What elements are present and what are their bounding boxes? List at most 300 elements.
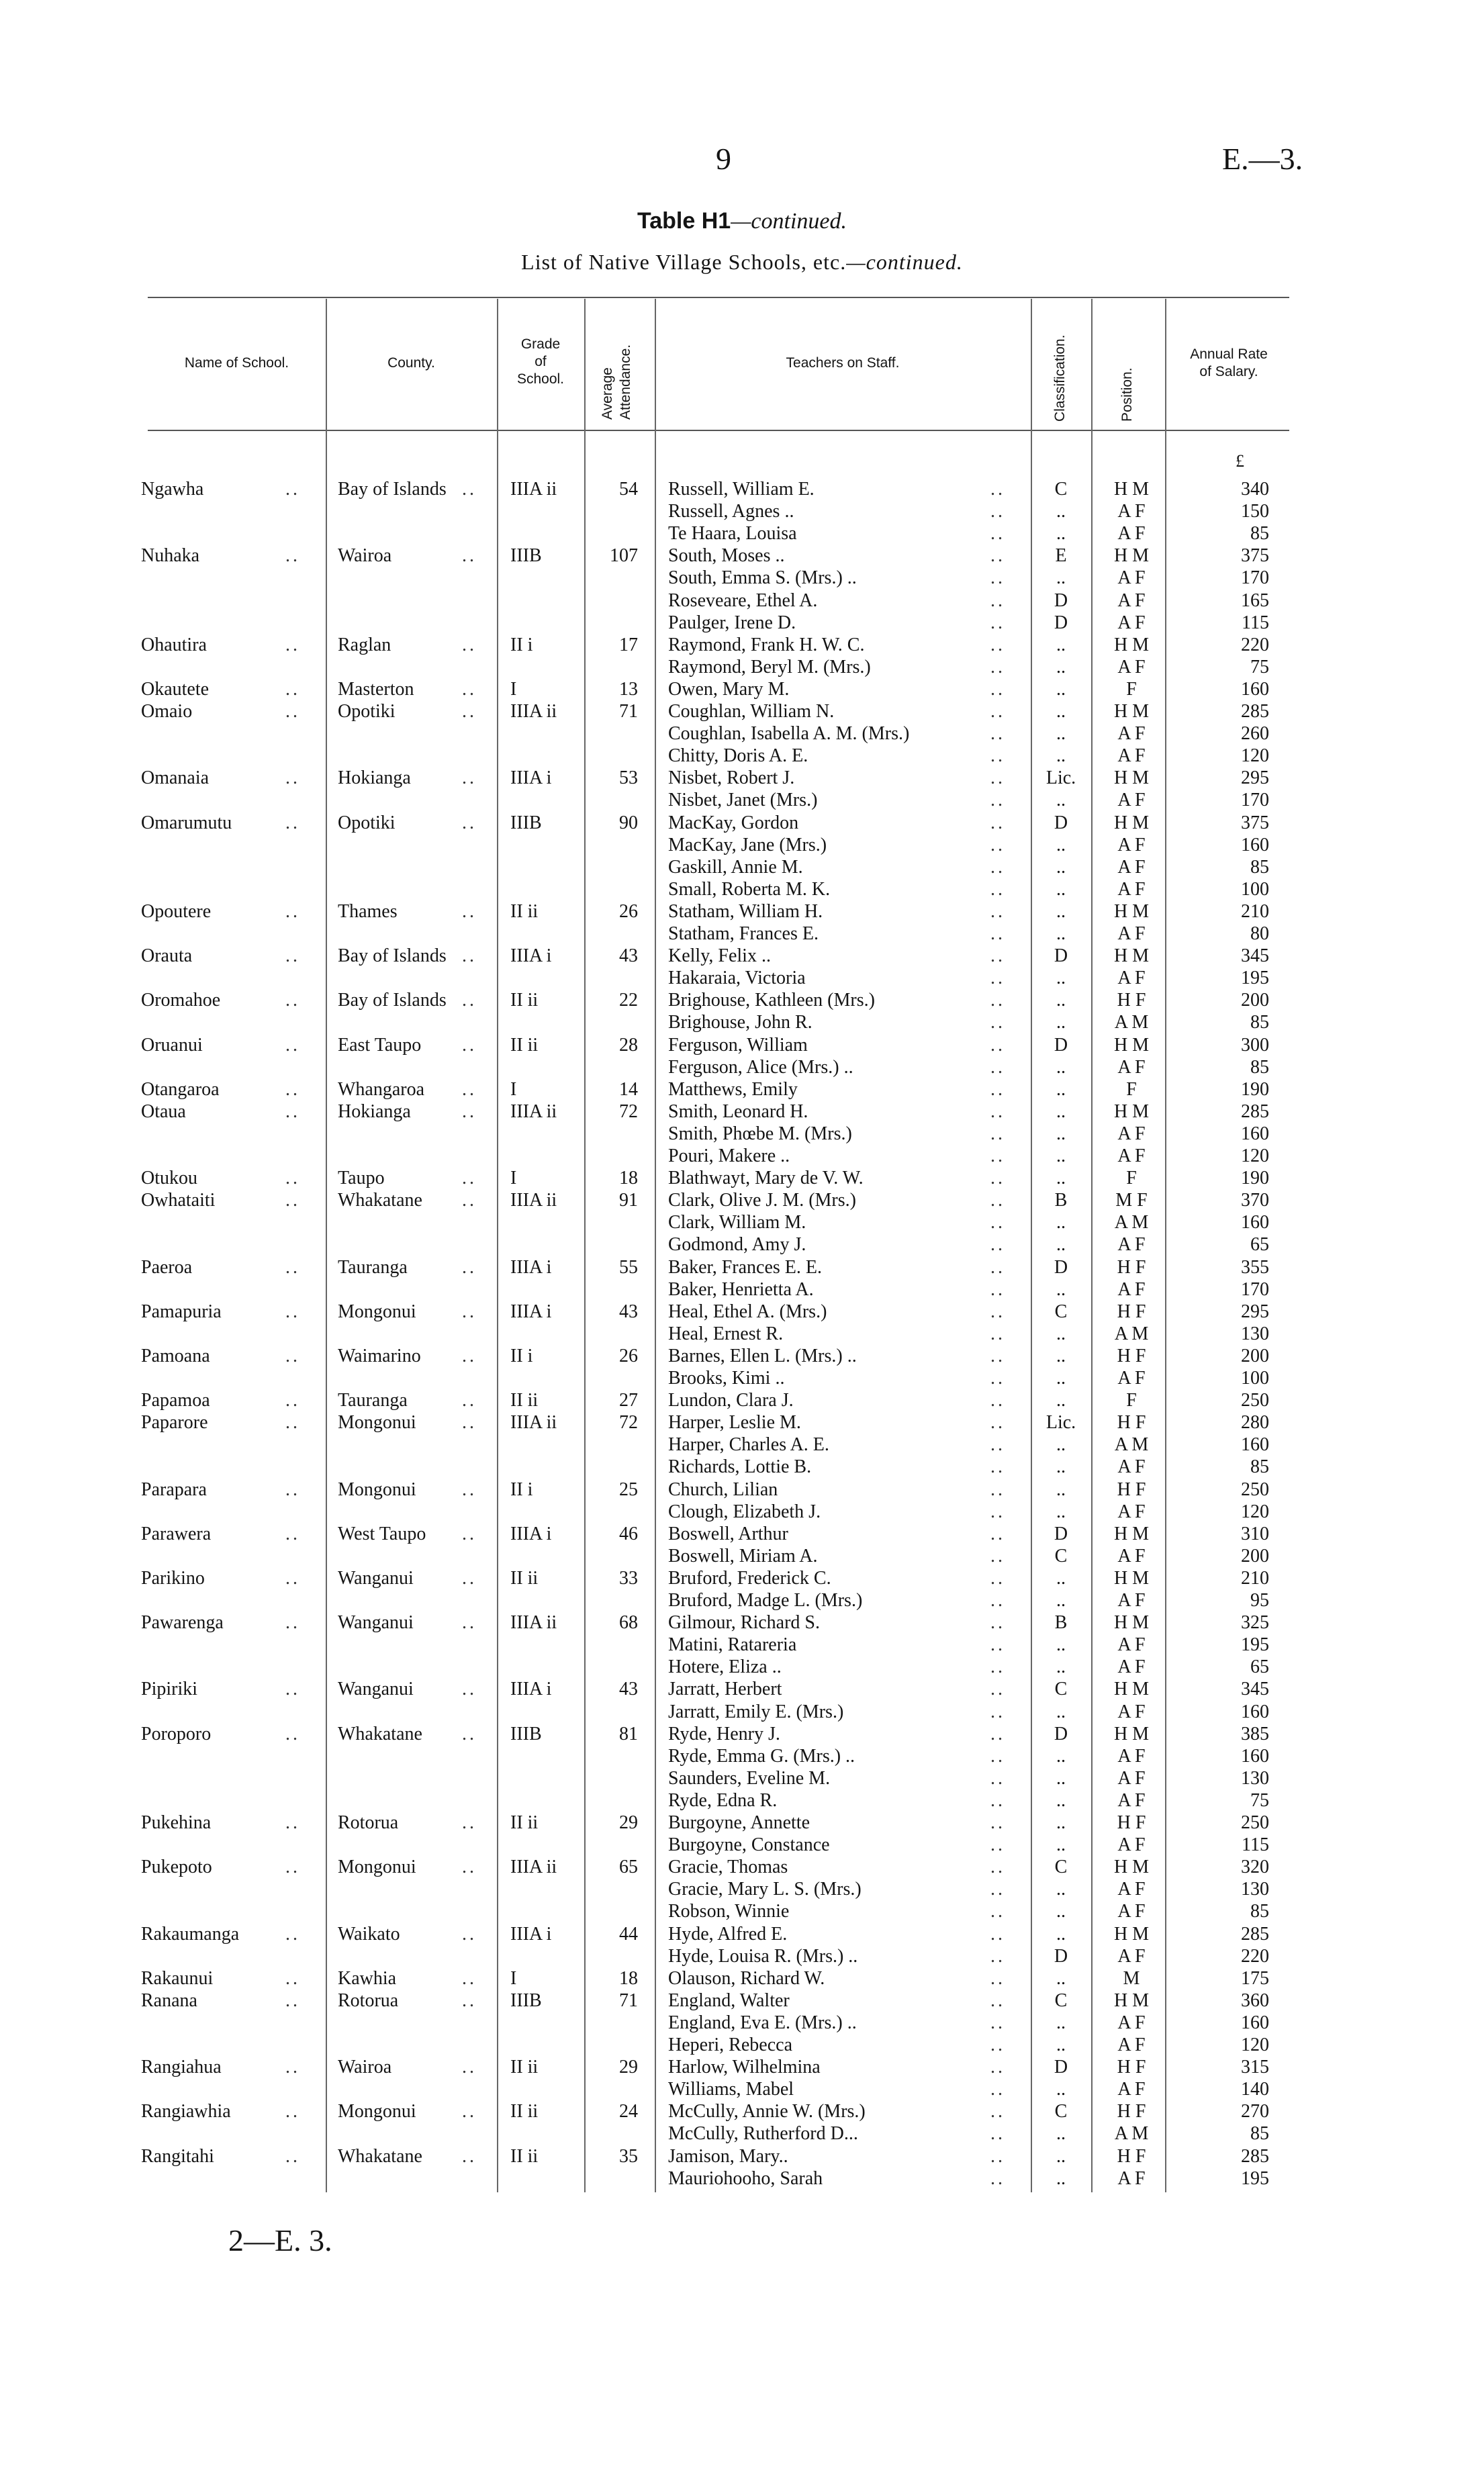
classification: D — [1054, 590, 1068, 611]
leader-dots: .. — [990, 1012, 1005, 1033]
annual-salary: 345 — [1241, 1679, 1269, 1700]
classification: .. — [1056, 878, 1066, 900]
teacher-name: Matini, Ratareria — [668, 1634, 797, 1656]
leader-dots: .. — [990, 612, 1005, 633]
position: A M — [1114, 2123, 1149, 2145]
table-row — [0, 612, 1484, 634]
school-grade: IIIA i — [510, 1523, 552, 1544]
annual-salary: 310 — [1241, 1523, 1269, 1544]
school-name: Otaua — [141, 1101, 186, 1122]
county-name: Mongonui — [338, 1857, 416, 1878]
teacher-name: Richards, Lottie B. — [668, 1456, 812, 1478]
position: A F — [1117, 1590, 1146, 1611]
classification: .. — [1056, 1567, 1066, 1589]
table-row — [0, 1990, 1484, 2012]
teacher-name: Nisbet, Janet (Mrs.) — [668, 790, 818, 811]
annual-salary: 360 — [1241, 1990, 1269, 2011]
average-attendance: 53 — [619, 767, 638, 789]
table-row — [0, 1389, 1484, 1411]
leader-dots: .. — [285, 545, 300, 567]
table-row — [0, 1501, 1484, 1523]
position: H F — [1117, 2145, 1146, 2167]
leader-dots: .. — [462, 1256, 477, 1278]
school-grade: IIIB — [510, 1990, 542, 2011]
leader-dots: .. — [990, 945, 1005, 967]
annual-salary: 340 — [1241, 479, 1269, 500]
county-name: Thames — [338, 900, 398, 922]
leader-dots: .. — [285, 1479, 300, 1500]
leader-dots: .. — [285, 1679, 300, 1700]
leader-dots: .. — [285, 1301, 300, 1322]
classification: .. — [1056, 900, 1066, 922]
classification: .. — [1056, 1390, 1066, 1411]
table-row — [0, 1701, 1484, 1723]
teacher-name: Statham, Frances E. — [668, 923, 819, 944]
teacher-name: Jamison, Mary.. — [668, 2145, 788, 2167]
classification: Lic. — [1046, 767, 1076, 789]
leader-dots: .. — [285, 1390, 300, 1411]
table-row — [0, 1411, 1484, 1434]
average-attendance: 18 — [619, 1168, 638, 1189]
classification: D — [1054, 1723, 1068, 1744]
teacher-name: Burgoyne, Constance — [668, 1834, 830, 1856]
leader-dots: .. — [990, 2035, 1005, 2055]
classification: .. — [1056, 2079, 1066, 2100]
classification: D — [1054, 1945, 1068, 1967]
position: A F — [1117, 923, 1146, 944]
leader-dots: .. — [990, 745, 1005, 767]
leader-dots: .. — [990, 1323, 1005, 1344]
leader-dots: .. — [990, 1034, 1005, 1056]
leader-dots: .. — [990, 723, 1005, 745]
annual-salary: 170 — [1241, 1278, 1269, 1300]
school-grade: II i — [510, 1345, 533, 1366]
teacher-name: Gracie, Thomas — [668, 1857, 788, 1878]
classification: .. — [1056, 1234, 1066, 1256]
school-grade: IIIA i — [510, 945, 552, 967]
header-classification: Classification. — [1052, 334, 1068, 422]
school-grade: I — [510, 678, 517, 700]
teacher-name: Burgoyne, Annette — [668, 1812, 810, 1833]
leader-dots: .. — [990, 990, 1005, 1011]
leader-dots: .. — [990, 878, 1005, 900]
teacher-name: Heal, Ernest R. — [668, 1323, 784, 1344]
school-name: Poroporo — [141, 1723, 212, 1744]
annual-salary: 170 — [1241, 567, 1269, 589]
table-row — [0, 1856, 1484, 1878]
teacher-name: Hakaraia, Victoria — [668, 968, 806, 989]
table-row — [0, 1812, 1484, 1834]
leader-dots: .. — [285, 1523, 300, 1544]
annual-salary: 130 — [1241, 1767, 1269, 1789]
classification: .. — [1056, 2035, 1066, 2055]
leader-dots: .. — [462, 1679, 477, 1700]
classification: C — [1054, 1857, 1068, 1878]
leader-dots: .. — [990, 1168, 1005, 1189]
leader-dots: .. — [990, 1234, 1005, 1256]
school-name: Orauta — [141, 945, 193, 967]
position: A F — [1117, 1368, 1146, 1389]
position: M F — [1115, 1190, 1148, 1211]
leader-dots: .. — [285, 1723, 300, 1744]
classification: .. — [1056, 1146, 1066, 1166]
county-name: Mongonui — [338, 2101, 416, 2122]
county-name: Wanganui — [338, 1567, 414, 1589]
school-grade: II ii — [510, 1390, 539, 1411]
classification: .. — [1056, 1212, 1066, 1233]
leader-dots: .. — [285, 1812, 300, 1833]
school-grade: II ii — [510, 1567, 539, 1589]
leader-dots: .. — [285, 1256, 300, 1278]
leader-dots: .. — [990, 1679, 1005, 1700]
annual-salary: 195 — [1241, 968, 1269, 989]
classification: C — [1054, 1545, 1068, 1567]
leader-dots: .. — [990, 1656, 1005, 1678]
annual-salary: 140 — [1241, 2079, 1269, 2100]
leader-dots: .. — [285, 900, 300, 922]
classification: .. — [1056, 1834, 1066, 1856]
table-row — [0, 1656, 1484, 1678]
school-grade: II ii — [510, 2101, 539, 2122]
header-salary-line2: of Salary. — [1199, 364, 1258, 379]
leader-dots: .. — [462, 1078, 477, 1100]
leader-dots: .. — [990, 1101, 1005, 1122]
table-row — [0, 656, 1484, 678]
position: A F — [1117, 523, 1146, 545]
county-name: Mongonui — [338, 1479, 416, 1500]
school-grade: I — [510, 1967, 517, 1989]
position: H M — [1113, 1990, 1150, 2011]
school-name: Parawera — [141, 1523, 212, 1544]
teacher-name: Chitty, Doris A. E. — [668, 745, 808, 767]
classification: .. — [1056, 1789, 1066, 1811]
table-row — [0, 1434, 1484, 1456]
annual-salary: 115 — [1242, 1834, 1269, 1856]
average-attendance: 90 — [619, 812, 638, 833]
school-grade: IIIB — [510, 545, 542, 567]
annual-salary: 295 — [1241, 767, 1269, 789]
table-row — [0, 900, 1484, 923]
leader-dots: .. — [285, 1101, 300, 1122]
classification: .. — [1056, 1879, 1066, 1900]
teacher-name: Coughlan, William N. — [668, 701, 835, 722]
average-attendance: 91 — [619, 1190, 638, 1211]
school-grade: IIIA ii — [510, 479, 557, 500]
teacher-name: Baker, Henrietta A. — [668, 1278, 814, 1300]
leader-dots: .. — [990, 1634, 1005, 1656]
position: H F — [1117, 1812, 1146, 1833]
annual-salary: 210 — [1241, 1567, 1269, 1589]
school-grade: II ii — [510, 2145, 539, 2167]
position: A F — [1117, 2079, 1146, 2100]
average-attendance: 33 — [619, 1567, 638, 1589]
classification: .. — [1056, 678, 1066, 700]
leader-dots: .. — [990, 1123, 1005, 1144]
table-row — [0, 812, 1484, 834]
position: A F — [1117, 790, 1146, 811]
leader-dots: .. — [285, 701, 300, 722]
annual-salary: 160 — [1241, 2012, 1269, 2033]
county-name: Tauranga — [338, 1390, 408, 1411]
annual-salary: 375 — [1241, 812, 1269, 833]
teacher-name: Smith, Phœbe M. (Mrs.) — [668, 1123, 852, 1144]
leader-dots: .. — [990, 2123, 1005, 2145]
leader-dots: .. — [990, 1767, 1005, 1789]
position: A F — [1117, 590, 1146, 611]
school-grade: IIIA i — [510, 1256, 552, 1278]
classification: .. — [1056, 923, 1066, 944]
average-attendance: 71 — [619, 1990, 638, 2011]
annual-salary: 285 — [1241, 1923, 1269, 1945]
leader-dots: .. — [462, 1567, 477, 1589]
position: H F — [1117, 990, 1146, 1011]
annual-salary: 120 — [1241, 1146, 1269, 1166]
table-row — [0, 1034, 1484, 1056]
annual-salary: 355 — [1241, 1256, 1269, 1278]
average-attendance: 43 — [619, 945, 638, 967]
position: A F — [1117, 1656, 1146, 1678]
school-name: Opoutere — [141, 900, 212, 922]
leader-dots: .. — [990, 2057, 1005, 2078]
school-grade: IIIB — [510, 812, 542, 833]
annual-salary: 85 — [1250, 856, 1269, 878]
classification: .. — [1056, 1345, 1066, 1366]
leader-dots: .. — [990, 545, 1005, 567]
leader-dots: .. — [990, 1390, 1005, 1411]
leader-dots: .. — [990, 1412, 1005, 1434]
annual-salary: 65 — [1250, 1234, 1269, 1256]
classification: .. — [1056, 745, 1066, 767]
leader-dots: .. — [990, 567, 1005, 589]
teacher-name: Matthews, Emily — [668, 1078, 798, 1100]
leader-dots: .. — [285, 767, 300, 789]
table-row — [0, 1745, 1484, 1767]
leader-dots: .. — [462, 1812, 477, 1833]
leader-dots: .. — [990, 900, 1005, 922]
classification: .. — [1056, 567, 1066, 589]
leader-dots: .. — [462, 1612, 477, 1634]
school-name: Pawarenga — [141, 1612, 224, 1634]
annual-salary: 320 — [1241, 1857, 1269, 1878]
county-name: Mongonui — [338, 1412, 416, 1434]
teacher-name: Gaskill, Annie M. — [668, 856, 803, 878]
school-name: Pukehina — [141, 1812, 212, 1833]
annual-salary: 295 — [1241, 1301, 1269, 1322]
table-row — [0, 856, 1484, 878]
average-attendance: 44 — [619, 1923, 638, 1945]
position: A M — [1114, 1012, 1149, 1033]
classification: .. — [1056, 1012, 1066, 1033]
annual-salary: 85 — [1250, 2123, 1269, 2145]
teacher-name: South, Moses .. — [668, 545, 785, 567]
county-name: Raglan — [338, 634, 391, 655]
table-row — [0, 567, 1484, 589]
annual-salary: 160 — [1241, 1745, 1269, 1767]
annual-salary: 200 — [1241, 1545, 1269, 1567]
classification: .. — [1056, 1634, 1066, 1656]
leader-dots: .. — [285, 634, 300, 655]
school-grade: II i — [510, 1479, 533, 1500]
annual-salary: 95 — [1250, 1590, 1269, 1611]
county-name: Whangaroa — [338, 1078, 425, 1100]
leader-dots: .. — [990, 523, 1005, 545]
school-name: Otukou — [141, 1168, 197, 1189]
teacher-name: Statham, William H. — [668, 900, 823, 922]
annual-salary: 345 — [1241, 945, 1269, 967]
position: A M — [1114, 1434, 1149, 1456]
teacher-name: Blathwayt, Mary de V. W. — [668, 1168, 864, 1189]
table-row — [0, 1123, 1484, 1145]
county-name: Opotiki — [338, 812, 396, 833]
county-name: Hokianga — [338, 1101, 411, 1122]
teacher-name: Harper, Leslie M. — [668, 1412, 801, 1434]
table-title-text: Table H1 — [637, 208, 731, 234]
average-attendance: 18 — [619, 1967, 638, 1989]
leader-dots: .. — [285, 2057, 300, 2078]
annual-salary: 85 — [1250, 1456, 1269, 1478]
county-name: East Taupo — [338, 1034, 422, 1056]
school-name: Oruanui — [141, 1034, 203, 1056]
average-attendance: 17 — [619, 634, 638, 655]
leader-dots: .. — [462, 1412, 477, 1434]
school-name: Ranana — [141, 1990, 197, 2011]
leader-dots: .. — [285, 2145, 300, 2167]
average-attendance: 46 — [619, 1523, 638, 1544]
leader-dots: .. — [462, 2101, 477, 2122]
header-attendance: Average — [600, 367, 615, 420]
teacher-name: Bruford, Madge L. (Mrs.) — [668, 1590, 863, 1611]
table-row — [0, 1967, 1484, 1990]
teacher-name: Baker, Frances E. E. — [668, 1256, 823, 1278]
table-row — [0, 2100, 1484, 2122]
table-row — [0, 945, 1484, 967]
table-row — [0, 1878, 1484, 1900]
leader-dots: .. — [990, 1857, 1005, 1878]
position: H F — [1117, 2057, 1146, 2078]
annual-salary: 195 — [1241, 2167, 1269, 2189]
teacher-name: England, Walter — [668, 1990, 790, 2011]
county-name: Whakatane — [338, 1723, 422, 1744]
classification: .. — [1056, 1278, 1066, 1300]
classification: D — [1054, 1256, 1068, 1278]
table-row — [0, 789, 1484, 811]
table-subtitle — [0, 250, 1484, 275]
school-grade: IIIA ii — [510, 1612, 557, 1634]
position: A F — [1117, 612, 1146, 633]
classification: .. — [1056, 2123, 1066, 2145]
school-grade: II ii — [510, 900, 539, 922]
table-row — [0, 767, 1484, 789]
table-row — [0, 634, 1484, 656]
leader-dots: .. — [462, 1034, 477, 1056]
school-name: Okautete — [141, 678, 210, 700]
teacher-name: Clark, William M. — [668, 1212, 806, 1233]
school-name: Rangitahi — [141, 2145, 214, 2167]
average-attendance: 13 — [619, 678, 638, 700]
header-position: Position. — [1119, 367, 1135, 422]
table-row — [0, 1767, 1484, 1789]
county-name: Wanganui — [338, 1612, 414, 1634]
position: H F — [1117, 1412, 1146, 1434]
county-name: Rotorua — [338, 1990, 399, 2011]
header-bottom-rule — [148, 430, 1289, 431]
teacher-name: Nisbet, Robert J. — [668, 767, 795, 789]
school-grade: IIIA i — [510, 767, 552, 789]
leader-dots: .. — [462, 479, 477, 500]
teacher-name: Boswell, Miriam A. — [668, 1545, 818, 1567]
average-attendance: 72 — [619, 1412, 638, 1434]
leader-dots: .. — [990, 923, 1005, 944]
classification: .. — [1056, 1479, 1066, 1500]
table-row — [0, 2056, 1484, 2078]
table-row — [0, 834, 1484, 856]
school-grade: IIIA ii — [510, 1190, 557, 1211]
classification: D — [1054, 812, 1068, 833]
annual-salary: 160 — [1241, 1123, 1269, 1144]
table-row — [0, 1056, 1484, 1078]
school-grade: II i — [510, 634, 533, 655]
position: H M — [1113, 1723, 1150, 1744]
annual-salary: 250 — [1241, 1479, 1269, 1500]
position: H M — [1113, 900, 1150, 922]
leader-dots: .. — [990, 1590, 1005, 1611]
teacher-name: Raymond, Frank H. W. C. — [668, 634, 865, 655]
table-row — [0, 1589, 1484, 1612]
classification: B — [1054, 1190, 1068, 1211]
table-row — [0, 1256, 1484, 1278]
teacher-name: Ryde, Henry J. — [668, 1723, 780, 1744]
position: H M — [1113, 1679, 1150, 1700]
average-attendance: 55 — [619, 1256, 638, 1278]
school-name: Pipiriki — [141, 1679, 198, 1700]
position: A F — [1117, 1501, 1146, 1522]
school-name: Parapara — [141, 1479, 207, 1500]
position: F — [1126, 1078, 1137, 1100]
teacher-name: Williams, Mabel — [668, 2079, 794, 2100]
leader-dots: .. — [462, 701, 477, 722]
table-row — [0, 700, 1484, 722]
annual-salary: 190 — [1241, 1168, 1269, 1189]
average-attendance: 71 — [619, 701, 638, 722]
annual-salary: 165 — [1241, 590, 1269, 611]
table-row — [0, 1278, 1484, 1301]
annual-salary: 85 — [1250, 1056, 1269, 1078]
table-row — [0, 500, 1484, 522]
header-grade-line3: School. — [516, 371, 565, 387]
position: H M — [1113, 1034, 1150, 1056]
teacher-name: Mauriohooho, Sarah — [668, 2167, 823, 2189]
table-row — [0, 1834, 1484, 1856]
annual-salary: 220 — [1241, 634, 1269, 655]
school-name: Paparore — [141, 1412, 208, 1434]
leader-dots: .. — [990, 1723, 1005, 1744]
position: A F — [1117, 501, 1146, 522]
leader-dots: .. — [285, 1412, 300, 1434]
table-title-suffix: —continued. — [731, 209, 847, 234]
leader-dots: .. — [990, 1301, 1005, 1322]
leader-dots: .. — [990, 1479, 1005, 1500]
average-attendance: 107 — [610, 545, 638, 567]
school-name: Oromahoe — [141, 990, 221, 1011]
leader-dots: .. — [990, 856, 1005, 878]
annual-salary: 280 — [1241, 1412, 1269, 1434]
county-name: Mongonui — [338, 1301, 416, 1322]
classification: .. — [1056, 701, 1066, 722]
table-row — [0, 1612, 1484, 1634]
leader-dots: .. — [990, 790, 1005, 811]
school-grade: IIIA ii — [510, 1857, 557, 1878]
classification: .. — [1056, 1323, 1066, 1344]
